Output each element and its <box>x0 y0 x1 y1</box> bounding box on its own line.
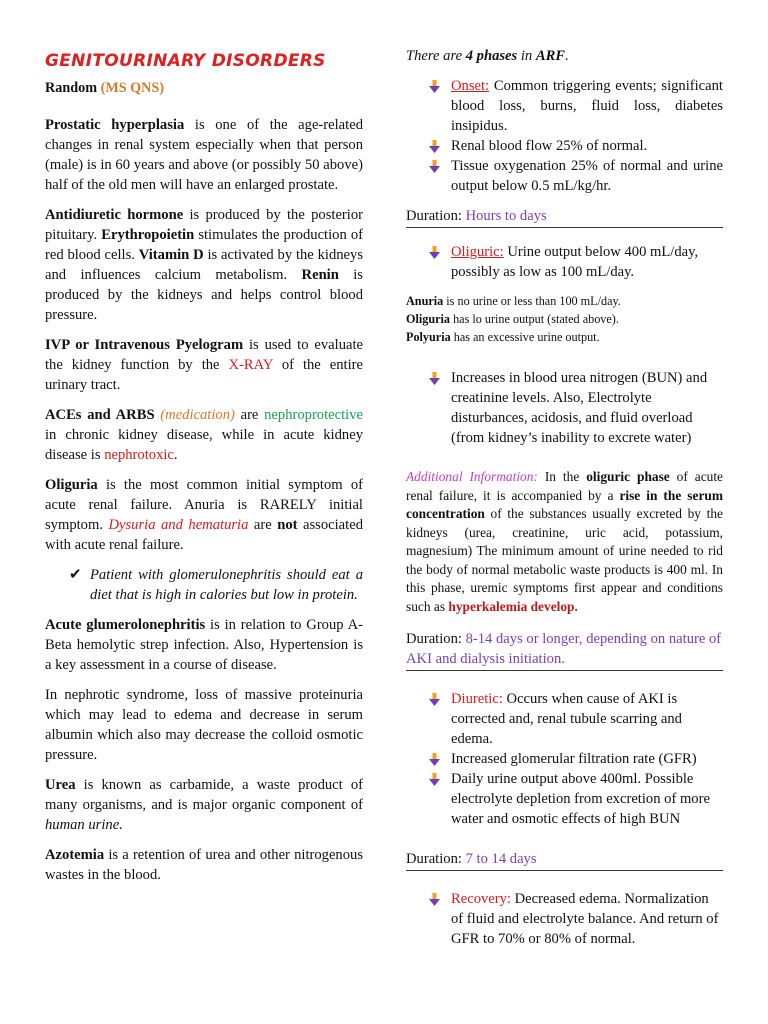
term-vitamin-d: Vitamin D <box>138 247 204 263</box>
recovery-label: Recovery: <box>451 891 511 907</box>
term-rise-serum: rise in the serum concentration <box>406 487 723 521</box>
oliguric-text: Urine output below 400 mL/day, possibly as low as 100 mL/day. <box>451 244 699 280</box>
onset-text: Common triggering events; significant blood loss, burns, fluid loss, diabetes insipidus. <box>451 78 723 134</box>
bullet-renal-blood-flow <box>406 136 723 156</box>
text: . <box>173 447 178 463</box>
check-note-glomerulonephritis <box>45 565 363 605</box>
duration-onset <box>406 206 723 228</box>
text: in <box>517 48 536 64</box>
text: of the substances usually excreted by the kidneys (urea, creatinine, uric acid, potassium, magnesium) The minimum amount of urine needed to rid the body of normal metabolic waste products is 400 ml. In this phase, uremic symptoms first appear and conditions such as <box>406 506 723 614</box>
left-column <box>45 50 363 895</box>
down-arrow-bullet-icon <box>429 246 440 259</box>
term-adh: Antidiuretic hormone <box>45 207 184 223</box>
text: is the most common initial symptom of acute renal failure. Anuria is RARELY initial symptom. <box>45 477 363 533</box>
text: is produced by the kidneys and helps control blood pressure. <box>45 267 363 323</box>
paragraph-azotemia <box>45 845 363 885</box>
text: In the <box>537 469 587 484</box>
right-column <box>406 46 723 949</box>
bullet-oliguric <box>406 242 723 282</box>
subtitle-random: Random <box>45 80 98 96</box>
definition-polyuria <box>406 328 723 346</box>
term-polyuria: Polyuria <box>406 330 451 344</box>
nephroprotective-highlight: nephroprotective <box>264 407 363 423</box>
subtitle-ms-qns: (MS QNS) <box>100 80 165 96</box>
text: associated with acute renal failure. <box>45 517 363 553</box>
text: is produced by the posterior pituitary. <box>45 207 364 243</box>
down-arrow-bullet-icon <box>429 80 440 93</box>
text: is one of the age-related changes in renal system especially when that person (male) is in 60 years and above (or possibly 50 above) half of the old men will have an enlarged prostate. <box>45 117 363 193</box>
term-urea: Urea <box>45 777 76 793</box>
text: are <box>234 407 265 423</box>
text: There are <box>406 48 466 64</box>
oliguric-label: Oliguric: <box>451 244 504 260</box>
duration-value: 8-14 days or longer, depending on nature of AKI and dialysis initiation. <box>406 631 722 667</box>
duration-label: Duration: <box>406 851 466 867</box>
bullet-bun-increase <box>406 368 723 448</box>
term-ivp: IVP or Intravenous Pyelogram <box>45 337 244 353</box>
text: is known as carbamide, a waste product of many organisms, and is major organic component of <box>45 777 363 813</box>
down-arrow-bullet-icon <box>429 693 440 706</box>
down-arrow-bullet-icon <box>429 140 440 153</box>
diuretic-text: Occurs when cause of AKI is corrected and, renal tubule scarring and edema. <box>451 691 682 747</box>
text: is no urine or less than 100 mL/day. <box>443 294 621 308</box>
term-aces-arbs: ACEs and ARBS <box>45 407 155 423</box>
subtitle <box>45 78 363 98</box>
term-oliguric-phase: oliguric phase <box>586 469 670 484</box>
text: is used to evaluate the kidney function by the <box>45 337 363 373</box>
daily-output-text: Daily urine output above 400ml. Possible electrolyte depletion from excretion of more water and osmotic effects of high BUN <box>451 771 710 827</box>
checkmark-icon: ✔ <box>69 567 82 583</box>
duration-label: Duration: <box>406 208 466 224</box>
additional-info-label: Additional Information: <box>406 469 538 484</box>
dysuria-hematuria-highlight: Dysuria and hematuria <box>108 517 249 533</box>
paragraph-acute-glomerulonephritis <box>45 615 363 675</box>
duration-label: Duration: <box>406 631 466 647</box>
term-anuria: Anuria <box>406 294 444 308</box>
term-acute-glumerolonephritis: Acute glumerolonephritis <box>45 617 206 633</box>
paragraph-nephrotic-syndrome: In nephrotic syndrome, loss of massive proteinuria which may lead to edema and decrease in serum albumin which also may decrease the colloid osmotic pressure. <box>45 687 363 763</box>
text: in chronic kidney disease, while in acute kidney disease is <box>45 427 363 463</box>
text: is in relation to Group A-Beta hemolytic strep infection. Also, Hypertension is a key assessment in a course of disease. <box>45 617 363 673</box>
down-arrow-bullet-icon <box>429 160 440 173</box>
paragraph-aces-arbs <box>45 405 363 465</box>
duration-diuretic <box>406 849 723 871</box>
paragraph-ivp <box>45 335 363 395</box>
term-prostatic-hyperplasia: Prostatic hyperplasia <box>45 117 185 133</box>
text: of the entire urinary tract. <box>45 357 363 393</box>
paragraph-oliguria <box>45 475 363 555</box>
phases-heading <box>406 46 723 66</box>
hyperkalemia-highlight: hyperkalemia develop. <box>448 598 578 614</box>
check-note-text: Patient with glomerulonephritis should eat a diet that is high in calories but low in protein. <box>90 567 363 603</box>
nephrotoxic-highlight: nephrotoxic <box>104 447 174 463</box>
bullet-recovery <box>406 889 723 949</box>
term-renin: Renin <box>301 267 339 283</box>
urine-definitions <box>406 292 723 346</box>
additional-information <box>406 468 723 616</box>
text: stimulates the production of red blood cells. <box>45 227 363 263</box>
bun-increase-text: Increases in blood urea nitrogen (BUN) and creatinine levels. Also, Electrolyte disturbances, acidosis, and fluid overload (from kidney’s inability to excrete water) <box>451 370 708 446</box>
text: is activated by the kidneys and influences calcium metabolism. <box>45 247 363 283</box>
paragraph-hormones <box>45 205 363 325</box>
down-arrow-bullet-icon <box>429 773 440 786</box>
term-not: not <box>277 517 298 533</box>
recovery-text: Decreased edema. Normalization of fluid and electrolyte balance. And return of GFR to 70% or 80% of normal. <box>451 891 719 947</box>
human-urine-italic: human urine. <box>45 817 123 833</box>
text: has lo urine output (stated above). <box>450 312 619 326</box>
text: has an excessive urine output. <box>450 330 600 344</box>
medication-note: (medication) <box>160 407 235 423</box>
gfr-text: Increased glomerular filtration rate (GFR) <box>451 751 697 767</box>
renal-blood-flow-text: Renal blood flow 25% of normal. <box>451 138 648 154</box>
term-erythropoietin: Erythropoietin <box>101 227 195 243</box>
definition-anuria <box>406 292 723 310</box>
diuretic-label: Diuretic: <box>451 691 503 707</box>
four-phases: 4 phases <box>465 48 518 64</box>
bullet-gfr <box>406 749 723 769</box>
bullet-daily-output <box>406 769 723 829</box>
down-arrow-bullet-icon <box>429 372 440 385</box>
arf-term: ARF <box>535 48 566 64</box>
page-title: GENITOURINARY DISORDERS <box>45 51 326 71</box>
text: is a retention of urea and other nitrogenous wastes in the blood. <box>45 847 363 883</box>
term-oliguria: Oliguria <box>45 477 98 493</box>
bullet-diuretic <box>406 689 723 749</box>
duration-oliguric <box>406 629 723 671</box>
xray-highlight: X-RAY <box>228 357 273 373</box>
text: of acute renal failure, it is accompanied by a <box>406 469 723 503</box>
paragraph-prostatic-hyperplasia <box>45 115 363 195</box>
duration-value: 7 to 14 days <box>465 851 537 867</box>
paragraph-urea <box>45 775 363 835</box>
text: . <box>565 48 569 64</box>
onset-label: Onset: <box>451 78 490 94</box>
bullet-tissue-oxygenation <box>406 156 723 196</box>
duration-value: Hours to days <box>465 208 547 224</box>
down-arrow-bullet-icon <box>429 893 440 906</box>
definition-oliguria <box>406 310 723 328</box>
down-arrow-bullet-icon <box>429 753 440 766</box>
term-azotemia: Azotemia <box>45 847 105 863</box>
tissue-oxygenation-text: Tissue oxygenation 25% of normal and urine output below 0.5 mL/kg/hr. <box>451 158 723 194</box>
text: are <box>248 517 278 533</box>
term-oliguria: Oliguria <box>406 312 451 326</box>
bullet-onset <box>406 76 723 136</box>
